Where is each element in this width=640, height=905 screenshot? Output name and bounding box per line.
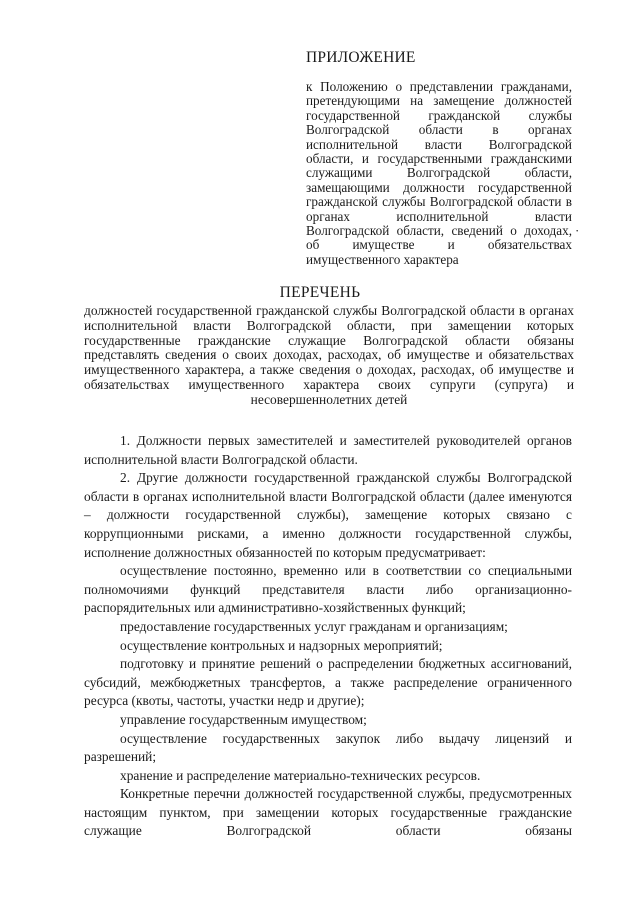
list-title: ПЕРЕЧЕНЬ [279,284,361,301]
list-item-services: предоставление государственных услуг гражданам и организациям; [120,618,508,634]
list-item-budget: подготовку и принятие решений о распределении бюджетных ассигнований, субсидий, межбюджетных трансфертов, а также распределение ограниченного ресурса (квоты, частоты, участки недр и другие); [84,656,572,709]
list-item-property: управление государственным имуществом; [120,711,367,727]
appendix-title: ПРИЛОЖЕНИЕ [306,49,416,66]
list-item-procurement: осуществление государственных закупок либо выдачу лицензий и разрешений; [84,730,572,765]
appendix-reference: к Положению о представлении гражданами, претендующими на замещение должностей государственной гражданской службы Волгоградской области в органах исполнительной власти Волгоградской области, и государственными гражданскими служащими Волгоградской области, замещающими должности государственной гражданской службы Волгоградской области в органах исполнительной власти Волгоградской области, сведений о доходах, об имуществе и обязательствах имущественного характера [306,79,572,267]
list-subtitle: должностей государственной гражданской службы Волгоградской области в органах исполнительной власти Волгоградской области, при замещении которых государственные гражданские служащие Волгоградской области обязаны представлять сведения о своих доходах, расходах, об имуществе и обязательствах имущественного характера, а также сведения о доходах, расходах, об имуществе и обязательствах имущественного характера своих супруги (супруга) и несовершеннолетних детей [84,303,574,407]
paragraph-2: 2. Другие должности государственной гражданской службы Волгоградской области в органах исполнительной власти Волгоградской области (далее именуются – должности государственной службы), замещение которых связано с коррупционными рисками, а именно должности государственной службы, исполнение должностных обязанностей по которым предусматривает: [84,470,572,560]
document-body [84,432,572,841]
list-item-storage: хранение и распределение материально-технических ресурсов. [120,767,481,783]
paragraph-1: 1. Должности первых заместителей и заместителей руководителей органов исполнительной власти Волгоградской области. [84,433,572,467]
stray-mark: · [575,223,580,238]
list-item-control: осуществление контрольных и надзорных мероприятий; [120,637,443,653]
paragraph-specific-lists: Конкретные перечни должностей государственной службы, предусмотренных настоящим пунктом, при замещении которых государственные гражданские служащие Волгоградской области обязаны [84,786,572,839]
list-item-powers: осуществление постоянно, временно или в соответствии со специальными полномочиями функций представителя власти либо организационно-распорядительных или административно-хозяйственных функций; [84,563,572,616]
